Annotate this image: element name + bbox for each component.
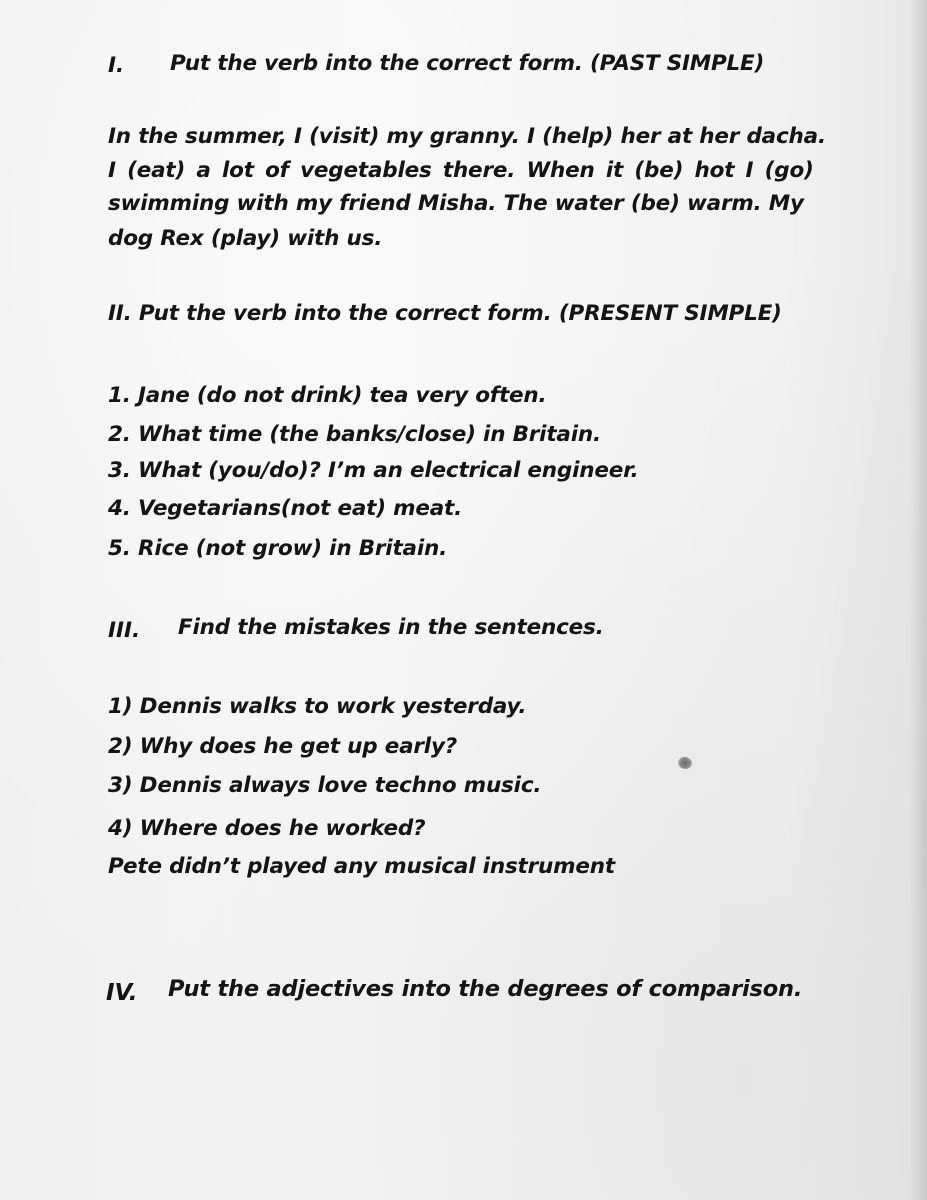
section-3-item-2: 2) Why does he get up early? xyxy=(108,734,458,759)
section-3-heading: Find the mistakes in the sentences. xyxy=(178,615,604,640)
ink-smudge xyxy=(676,755,694,772)
section-4-heading: Put the adjectives into the degrees of comparison. xyxy=(168,976,803,1002)
section-2-item-4: 4. Vegetarians(not eat) meat. xyxy=(108,496,463,521)
section-3-item-1: 1) Dennis walks to work yesterday. xyxy=(108,694,527,719)
section-2-item-3: 3. What (you/do)? I’m an electrical engineer. xyxy=(108,458,639,483)
section-3-numeral: III. xyxy=(108,618,141,643)
section-1-heading: Put the verb into the correct form. (PAST SIMPLE) xyxy=(170,51,765,76)
section-3-item-5: Pete didn’t played any musical instrument xyxy=(108,854,615,879)
section-3-item-3: 3) Dennis always love techno music. xyxy=(108,773,542,798)
section-1-paragraph-line-1: In the summer, I (visit) my granny. I (help) her at her dacha. xyxy=(108,124,826,149)
section-1-paragraph-line-3: swimming with my friend Misha. The water (be) warm. My xyxy=(108,191,804,216)
section-2-heading: II. Put the verb into the correct form. (PRESENT SIMPLE) xyxy=(108,301,782,326)
section-1-numeral: I. xyxy=(108,53,125,78)
section-2-item-2: 2. What time (the banks/close) in Britain. xyxy=(108,422,601,447)
section-1-paragraph-line-2: I (eat) a lot of vegetables there. When it (be) hot I (go) xyxy=(108,158,814,183)
section-3-item-4: 4) Where does he worked? xyxy=(108,816,426,841)
section-4-numeral: IV. xyxy=(106,980,138,1006)
page-edge-shadow xyxy=(909,0,927,1200)
section-1-paragraph-line-4: dog Rex (play) with us. xyxy=(108,226,383,251)
section-2-item-5: 5. Rice (not grow) in Britain. xyxy=(108,536,448,561)
section-2-item-1: 1. Jane (do not drink) tea very often. xyxy=(108,383,547,408)
